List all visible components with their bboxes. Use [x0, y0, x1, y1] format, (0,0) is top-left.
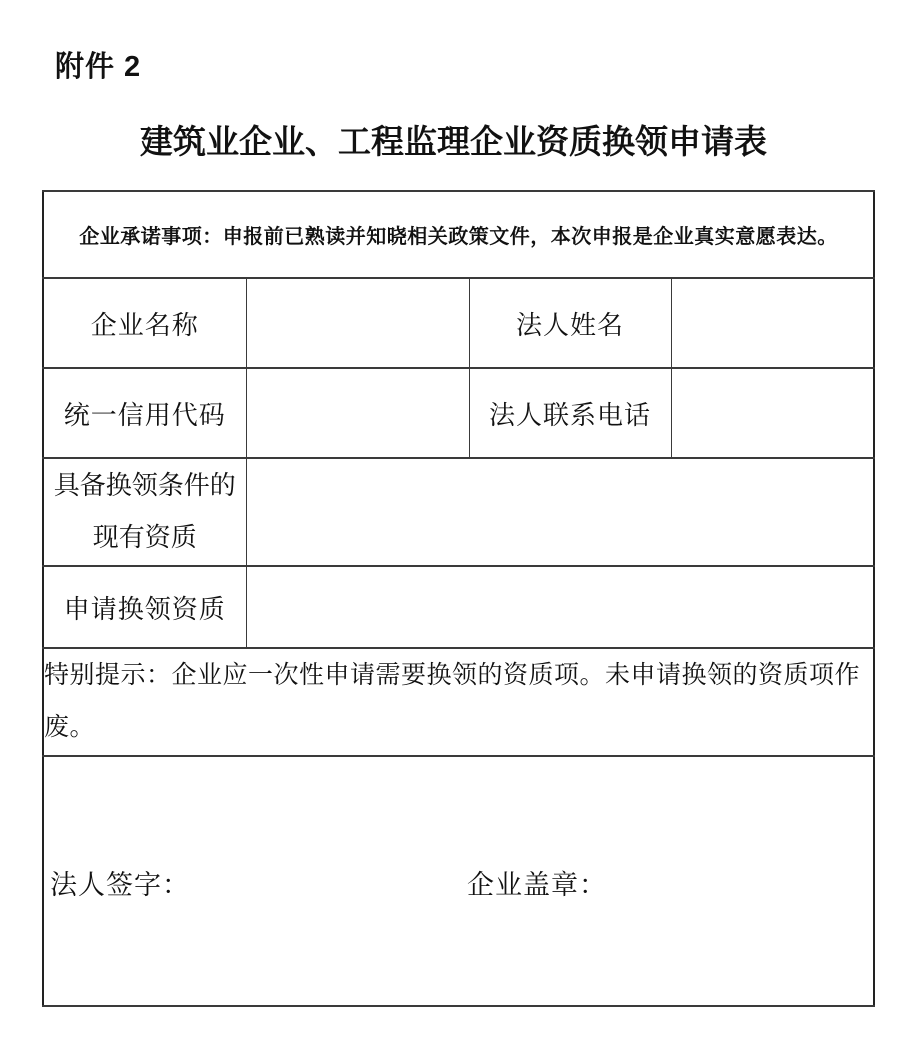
existing-qualification-value-cell[interactable] [246, 458, 874, 566]
legal-person-signature-label: 法人签字： [50, 870, 190, 900]
credit-code-value-cell[interactable] [246, 368, 469, 458]
existing-qualification-row [43, 458, 874, 566]
commitment-statement: 企业承诺事项：申报前已熟读并知晓相关政策文件，本次申报是企业真实意愿表达。 [43, 191, 874, 278]
legal-person-phone-value-cell[interactable] [671, 368, 874, 458]
credit-code-row [43, 368, 874, 458]
legal-person-name-label: 法人姓名 [469, 278, 671, 368]
attachment-number: 附件 2 [55, 51, 142, 83]
apply-qualification-value-cell[interactable] [246, 566, 874, 648]
signature-row [43, 756, 874, 1006]
company-seal-label: 企业盖章： [467, 870, 607, 900]
credit-code-label: 统一信用代码 [43, 368, 246, 458]
existing-qualification-label [43, 458, 246, 566]
legal-person-name-value-cell[interactable] [671, 278, 874, 368]
application-form-table [42, 190, 875, 1007]
document-title: 建筑业企业、工程监理企业资质换领申请表 [140, 123, 767, 160]
notice-row [43, 648, 874, 756]
apply-qualification-label: 申请换领资质 [43, 566, 246, 648]
apply-qualification-row [43, 566, 874, 648]
company-name-label: 企业名称 [43, 278, 246, 368]
legal-person-phone-label: 法人联系电话 [469, 368, 671, 458]
company-name-row [43, 278, 874, 368]
signature-area[interactable] [43, 756, 874, 1006]
existing-qualification-label-line2: 现有资质 [92, 523, 197, 552]
special-notice-text: 特别提示：企业应一次性申请需要换领的资质项。未申请换领的资质项作废。 [43, 648, 874, 756]
existing-qualification-label-line1: 具备换领条件的 [53, 471, 236, 500]
commitment-row [43, 191, 874, 278]
company-name-value-cell[interactable] [246, 278, 469, 368]
